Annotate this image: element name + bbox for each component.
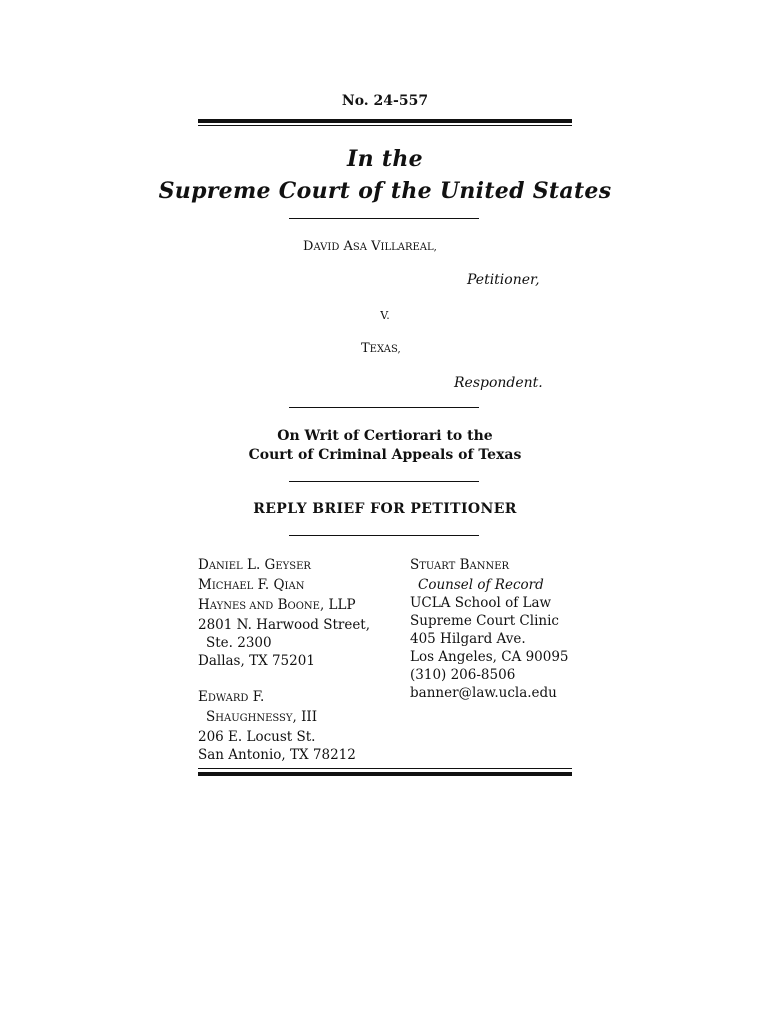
counsel-name: EDWARD F. <box>198 689 265 705</box>
petitioner-name-part: SA <box>352 242 367 253</box>
writ-line: Court of Criminal Appeals of Texas <box>248 447 522 463</box>
writ-caption <box>0 427 770 465</box>
respondent-name-part: EXAS, <box>369 344 401 355</box>
bottom-rule-thin <box>198 768 572 769</box>
respondent-name-part: T <box>361 341 370 356</box>
counsel-name-continued: SHAUGHNESSY, III <box>206 709 318 725</box>
address-line: Los Angeles, CA 90095 <box>410 649 569 665</box>
address-line: 206 E. Locust St. <box>198 729 316 745</box>
separator-rule <box>289 535 479 536</box>
counsel-name: STUART BANNER <box>410 557 510 573</box>
brief-title: REPLY BRIEF FOR PETITIONER <box>253 501 517 517</box>
email-address: banner@law.ucla.edu <box>410 685 557 701</box>
petitioner-role: Petitioner, <box>467 272 540 288</box>
respondent-name <box>361 341 401 356</box>
right-counsel-block <box>410 556 569 702</box>
address-line: UCLA School of Law <box>410 595 552 611</box>
separator-rule <box>289 218 479 219</box>
counsel-of-record-label: Counsel of Record <box>418 577 544 593</box>
separator-rule <box>289 407 479 408</box>
writ-line: On Writ of Certiorari to the <box>277 428 493 444</box>
top-rule-thin <box>198 125 572 126</box>
counsel-name: DANIEL L. GEYSER <box>198 557 311 573</box>
left-counsel-block <box>198 556 370 764</box>
counsel-name: MICHAEL F. QIAN <box>198 577 305 593</box>
top-rule-thick <box>198 119 572 123</box>
docket-number: No. 24-557 <box>341 93 429 109</box>
firm-name: HAYNES AND BOONE, LLP <box>198 597 356 613</box>
address-line: Supreme Court Clinic <box>410 613 559 629</box>
petitioner-name-part: ILLAREAL, <box>380 242 437 253</box>
petitioner-name-part: D <box>303 239 314 254</box>
petitioner-name-part: V <box>371 239 381 254</box>
petitioner-name-part: AVID <box>313 242 340 253</box>
separator-rule <box>289 481 479 482</box>
bottom-rule-thick <box>198 772 572 776</box>
court-heading-line1: In the <box>347 146 423 172</box>
petitioner-name-part: A <box>343 239 353 254</box>
address-line: 405 Hilgard Ave. <box>410 631 526 647</box>
respondent-role: Respondent. <box>454 375 543 391</box>
phone-number: (310) 206-8506 <box>410 667 516 683</box>
petitioner-name <box>303 239 437 254</box>
address-line: 2801 N. Harwood Street, <box>198 617 371 633</box>
address-line: Ste. 2300 <box>206 635 272 651</box>
address-line: Dallas, TX 75201 <box>198 653 315 669</box>
versus: V. <box>380 309 390 322</box>
address-line: San Antonio, TX 78212 <box>198 747 356 763</box>
court-heading-line2: Supreme Court of the United States <box>158 178 612 204</box>
